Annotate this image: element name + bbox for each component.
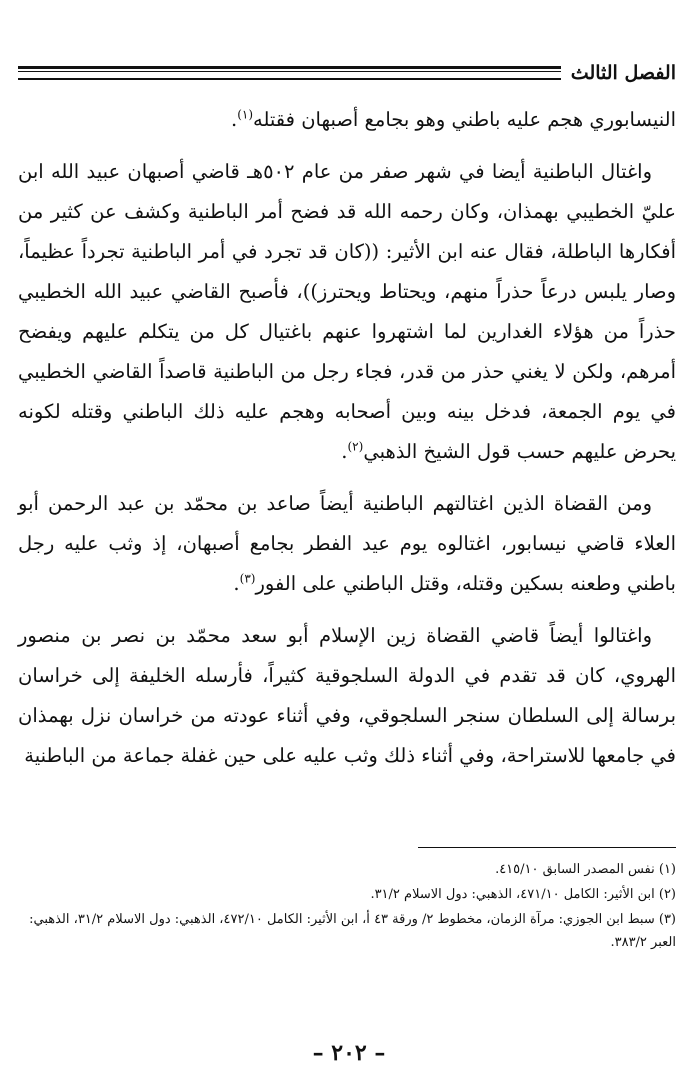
page-number: – ٢٠٢ – [312,1040,386,1066]
body-text [18,100,676,788]
header-rule [18,66,561,80]
paragraph-end: . [233,572,240,595]
footnote-separator [418,847,676,848]
footnote-2: (٢) ابن الأثير: الكامل ٤٧١/١٠، الذهبي: دول الاسلام ٣١/٢. [370,887,676,902]
paragraph-1 [18,100,676,140]
footnote-1: (١) نفس المصدر السابق ٤١٥/١٠. [495,862,676,877]
running-header [18,58,676,88]
paragraph-end: . [341,440,348,463]
paragraph-text: واغتالوا أيضاً قاضي القضاة زين الإسلام أبو سعد محمّد بن نصر بن منصور الهروي، كان قد تقدم في الدولة السلجوقية كثيراً، فأرسله الخليفة إلى خراسان برسالة إلى السلطان سنجر السلجوقي، وفي أثناء عودته من خراسان نزل بهمذان في جامعها للاستراحة، وفي أثناء ذلك وثب عليه على حين غفلة جماعة من الباطنية [18,624,676,767]
paragraph-3 [18,484,676,604]
paragraph-text: ومن القضاة الذين اغتالتهم الباطنية أيضاً صاعد بن محمّد بن عبد الرحمن أبو العلاء قاضي نيسابور، اغتالوه يوم عيد الفطر بجامع أصبهان، إذ وثب عليه رجل باطني وطعنه بسكين وقتله، وقتل الباطني على الفور [18,492,676,595]
paragraph-2 [18,152,676,472]
footnote-ref: (٢) [347,439,364,454]
footnote-ref: (٣) [239,571,256,586]
paragraph-end: . [230,108,238,131]
footnotes [18,858,676,956]
chapter-title: الفصل الثالث [570,62,676,84]
paragraph-4 [18,616,676,776]
footnote-3: (٣) سبط ابن الجوزي: مرآة الزمان، مخطوط ٢/ ورقة ٤٣ أ، ابن الأثير: الكامل ٤٧٢/١٠، الذهبي: دول الاسلام ٣١/٢، الذهبي: العبر ٣٨٣/٢. [29,912,676,950]
paragraph-text: النيسابوري هجم عليه باطني وهو بجامع أصبهان فقتله [253,108,676,131]
footnote-ref: (١) [237,107,254,122]
paragraph-text: واغتال الباطنية أيضا في شهر صفر من عام ٥٠٢هـ قاضي أصبهان عبيد الله ابن عليّ الخطيبي بهمذان، وكان رحمه الله قد فضح أمر الباطنية وكشف عن كثير من أفكارها الباطلة، فقال عنه ابن الأثير: ((كان قد تجرد في أمر الباطنية تجرداً عظيماً، وصار يلبس درعاً حذراً منهم، ويحتاط ويحترز))، فأصبح القاضي عبيد الله الخطيبي حذراً من هؤلاء الغدارين لما اشتهروا عنهم باغتيال كل من يتكلم عليهم ويفضح أمرهم، ولكن لا يغني حذر من قدر، فجاء رجل من الباطنية قاصداً القاضي الخطيبي في يوم الجمعة، فدخل بينه وبين أصحابه وهجم عليه ذلك الباطني وقتله لكونه يحرض عليهم حسب قول الشيخ الذهبي [18,160,676,463]
